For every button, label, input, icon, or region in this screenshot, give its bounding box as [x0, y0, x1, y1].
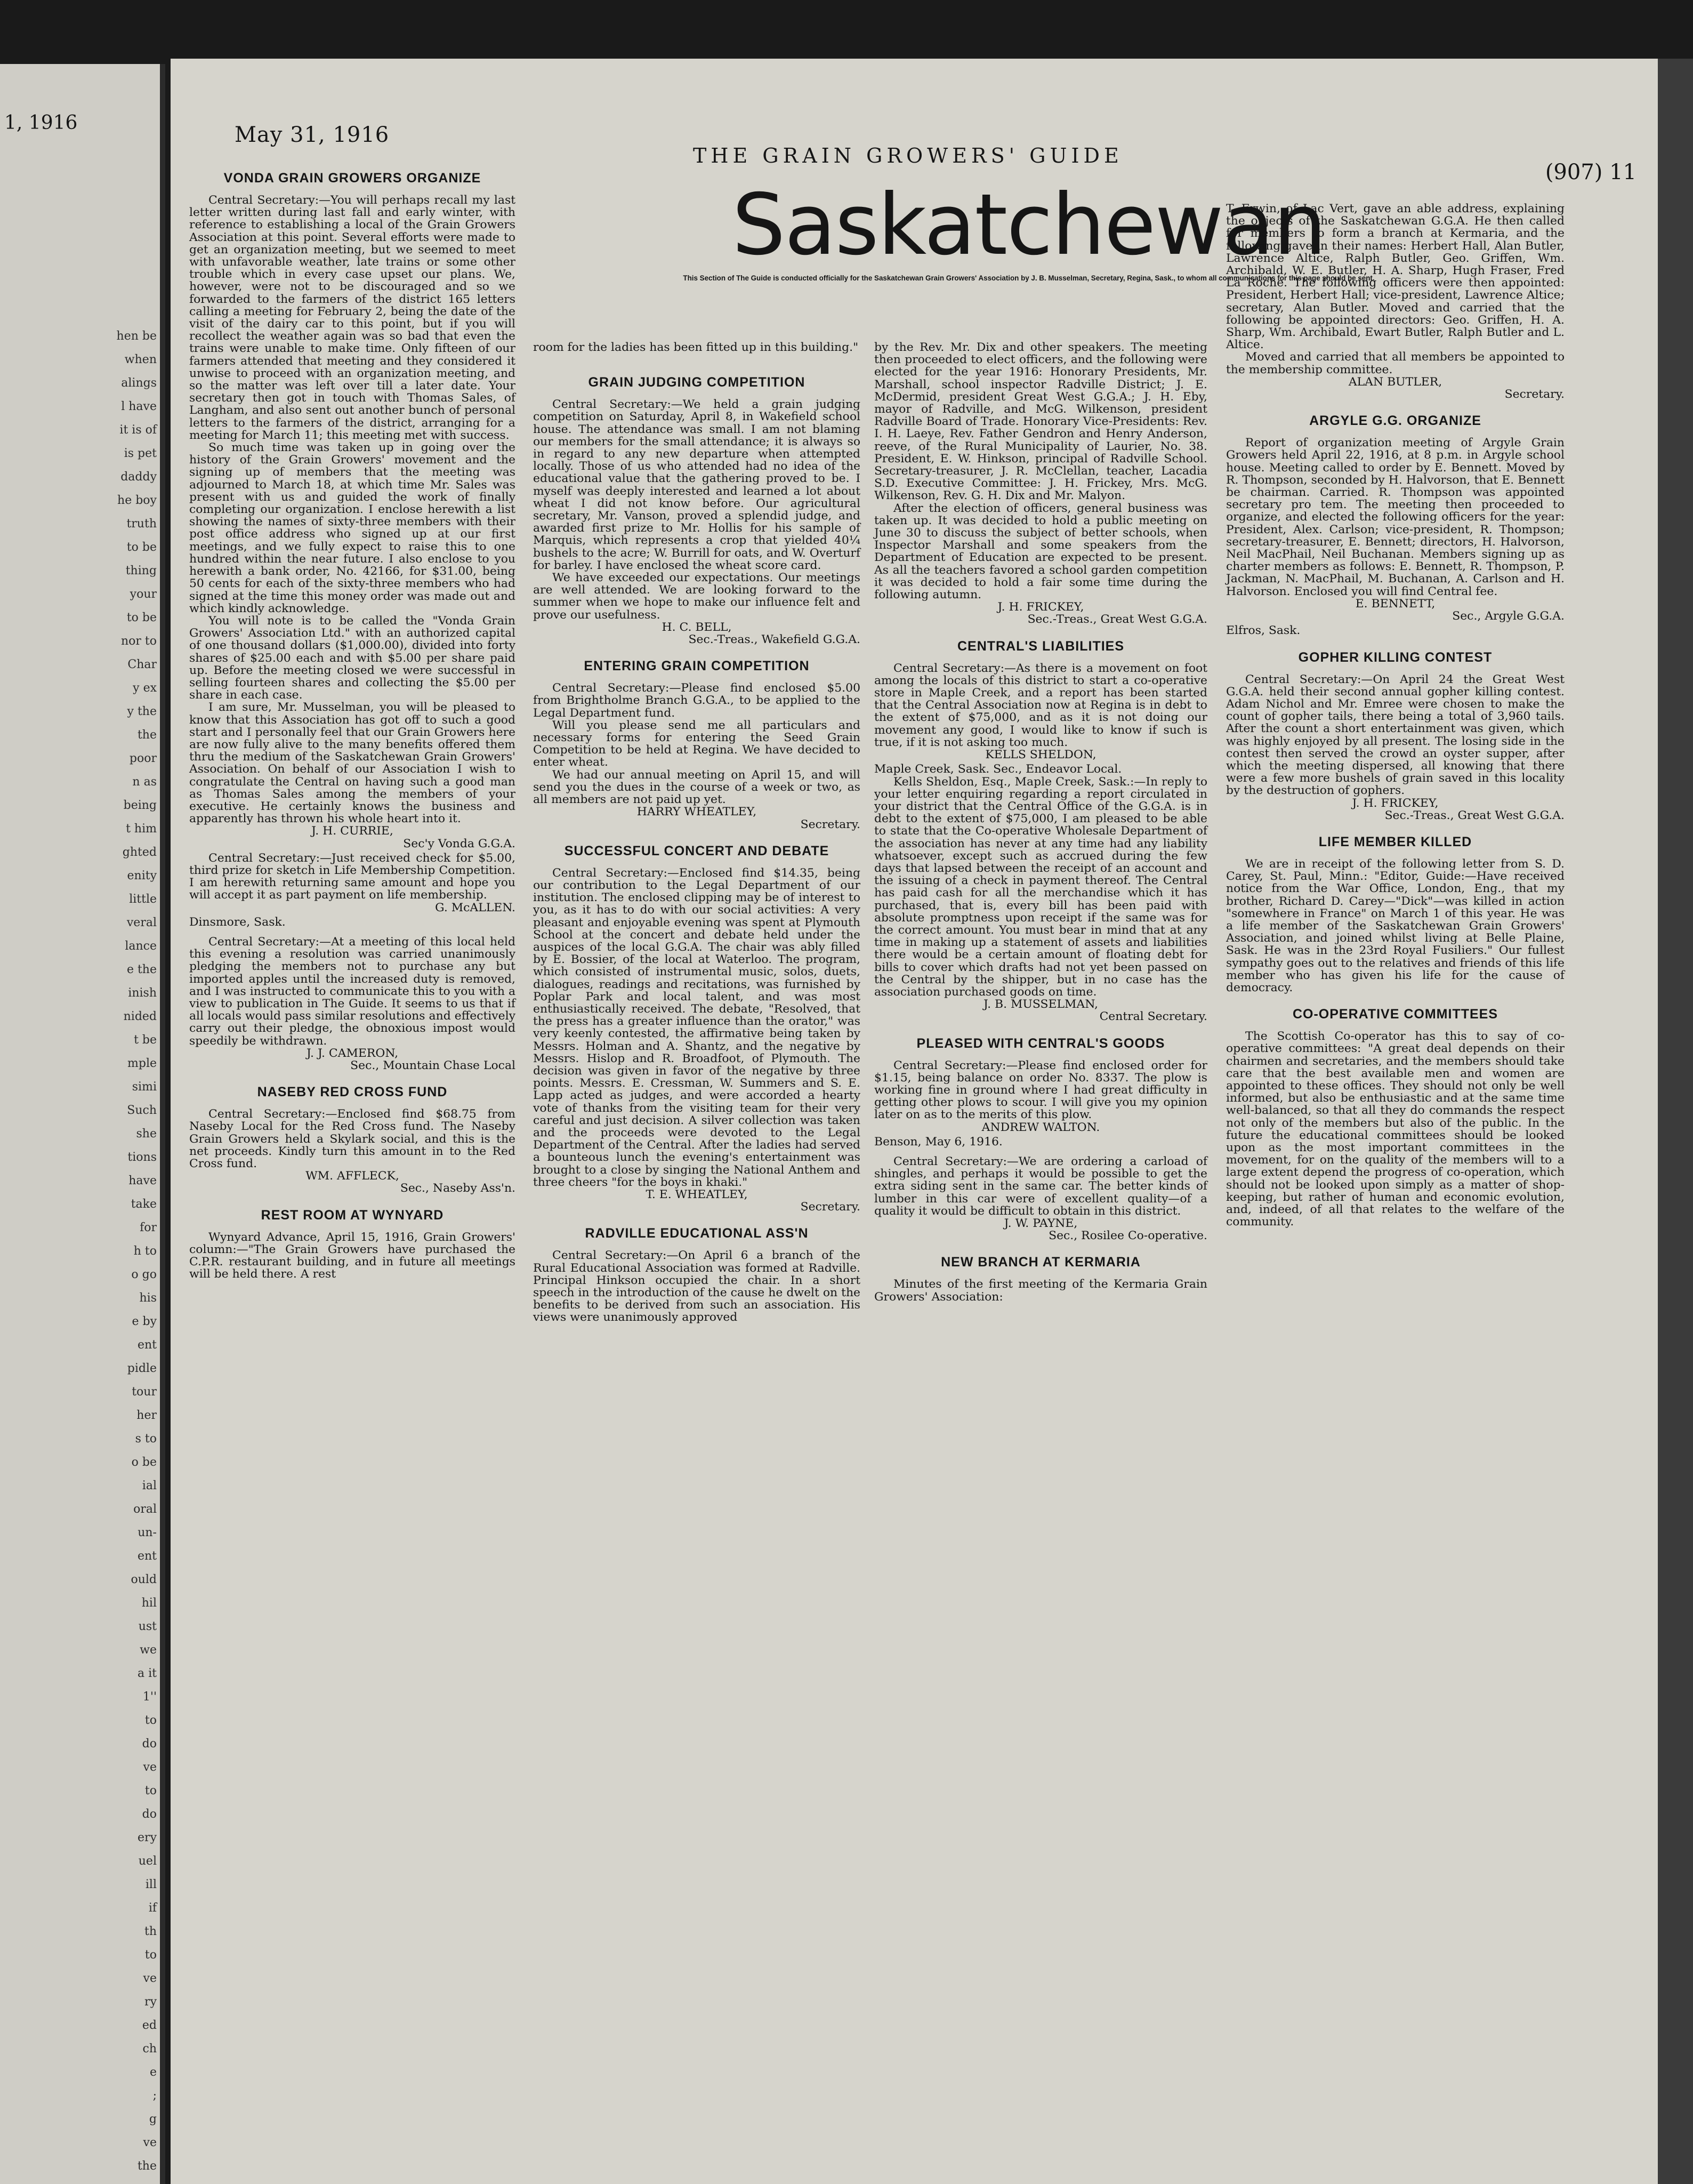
signature-title: Sec.-Treas., Great West G.G.A. [1027, 613, 1207, 627]
signature: T. E. WHEATLEY, [646, 1187, 748, 1201]
paragraph: Central Secretary:—We are ordering a carload of shingles, and perhaps it would be possible to get the extra siding sent in the same car. The better kinds of lumber in this car were of excellent quality—of a quality it would be difficult to obtain in this district. [874, 1154, 1207, 1218]
headline-vonda: VONDA GRAIN GROWERS ORGANIZE [223, 171, 481, 186]
left-page-fragment: her [136, 1409, 157, 1422]
paragraph: After the election of officers, general business was taken up. It was decided to hold a public meeting on June 30 to discuss the subject of better schools, when Inspector Marshall and some speakers from the Department of Education are expected to be present. As all the teachers favored a school garden competition it was decided to hold a fair some time during the following autumn. [874, 501, 1207, 602]
left-page-fragment: inish [128, 986, 157, 1000]
headline-liabilities: CENTRAL'S LIABILITIES [957, 638, 1125, 654]
left-page-fragment: the [137, 2159, 157, 2173]
left-page-fragment: do [142, 1737, 157, 1751]
left-page-fragment: simi [132, 1080, 157, 1094]
left-page-fragment: n as [132, 775, 157, 789]
paragraph: We had our annual meeting on April 15, and will send you the dues in the course of a week or two, as all members are not paid up yet. [533, 768, 860, 807]
left-page-fragment: ghted [122, 846, 157, 859]
paragraph: Central Secretary:—On April 6 a branch of the Rural Educational Association was formed at Radville. Principal Hinkson occupied the chair. In a short speech in the introduction of the cause he dwelt on the benefits to be derived from such an association. His views were unanimously approved [533, 1249, 860, 1324]
signature-title: Sec., Rosilee Co-operative. [1049, 1229, 1207, 1243]
signature-title: Secretary. [800, 817, 860, 831]
left-page-fragment: if [148, 1901, 157, 1915]
headline-gopher: GOPHER KILLING CONTEST [1298, 649, 1493, 665]
place-line: Elfros, Sask. [1226, 624, 1301, 638]
left-page-fragment: veral [126, 916, 157, 929]
paragraph: Kells Sheldon, Esq., Maple Creek, Sask.:—In reply to your letter enquiring regarding a report circulated in your district that the Central Office of the G.G.A. is in debt to the extent of $75,000, I am pleased to be able to state that the Co-operative Wholesale Department of the association has never at any time had any liability whatsoever, except such as accrued during the few days that lapsed between the receipt of an account and the issuing of a check in payment thereof. The Central has paid cash for all the merchandise which it has purchased, that is, every bill has been paid with absolute promptness upon receipt if the same was for the correct amount. You must bear in mind that at any time in making up a statement of assets and liabilities there would be a certain amount of floating debt for bills to cover which drafts had not yet been passed on the Central by the shipper, but in no case has the association purchased goods on time. [874, 775, 1207, 999]
left-page-fragment: thing [125, 564, 157, 577]
left-page-fragment: daddy [120, 470, 157, 484]
left-page-fragment: e [149, 2066, 157, 2079]
left-page-fragment: tions [127, 1151, 157, 1164]
headline-entering-grain: ENTERING GRAIN COMPETITION [584, 659, 810, 674]
left-page-fragment: s to [135, 1432, 157, 1446]
left-page-fragment: hen be [116, 330, 157, 343]
headline-grain-judging: GRAIN JUDGING COMPETITION [588, 375, 805, 390]
left-page-fragment: ent [137, 1549, 157, 1563]
left-page-fragment: to [144, 1714, 157, 1727]
column-2 [533, 341, 860, 1324]
signature: ANDREW WALTON. [981, 1120, 1100, 1134]
signature-title: Sec.-Treas., Wakefield G.G.A. [688, 633, 860, 647]
binding-edge [1658, 59, 1693, 2184]
headline-kermaria: NEW BRANCH AT KERMARIA [941, 1255, 1141, 1270]
left-page-fragment: ve [143, 2136, 157, 2149]
left-page-fragment: ed [142, 2019, 157, 2032]
paragraph: Will you please send me all particulars and necessary forms for entering the Seed Grain Competition to be held at Regina. We have decided to enter wheat. [533, 718, 860, 769]
paragraph: Moved and carried that all members be appointed to the membership committee. [1226, 350, 1565, 376]
signature-title: Sec'y Vonda G.G.A. [403, 837, 515, 850]
left-page-fragment: nor to [120, 635, 157, 648]
paragraph: Central Secretary:—At a meeting of this local held this evening a resolution was carried unanimously pledging the members not to purchase any but imported apples until the increased duty is removed, and I was instructed to communicate this to you with a view to publication in The Guide. It seems to us that if all locals would pass similar resolutions and effectively carry out their pledge, the obnoxious impost would speedily be withdrawn. [189, 935, 515, 1048]
left-page-fragment: nided [123, 1010, 157, 1023]
paragraph: Central Secretary:—We held a grain judging competition on Saturday, April 8, in Wakefield school house. The attendance was small. I am not blaming our members for the small attendance; it is always so in regard to any new departure when attempted locally. Those of us who attended had no idea of the educational value that the gathering proved to be. I myself was deeply interested and learned a lot about wheat I did not know before. Our agricultural secretary, Mr. Vanson, proved a splendid judge, and awarded first prize to Mr. Hollis for his sample of Marquis, which represents a crop that yielded 40¼ bushels to the acre; W. Burrill for oats, and W. Overturf for barley. I have enclosed the wheat score card. [533, 398, 860, 572]
left-page-fragment: she [136, 1127, 157, 1141]
signature: ALAN BUTLER, [1348, 375, 1442, 389]
left-page-fragment: to be [126, 611, 157, 624]
headline-concert-debate: SUCCESSFUL CONCERT AND DEBATE [564, 843, 829, 858]
left-page-fragment: y ex [133, 681, 157, 695]
signature-title: Central Secretary. [1099, 1010, 1207, 1024]
paragraph: Central Secretary:—Enclosed find $68.75 from Naseby Local for the Red Cross fund. The Naseby Grain Growers held a Skylark social, and this is the net proceeds. Kindly turn this amount in to the Red Cross fund. [189, 1107, 515, 1171]
signature-title: Sec., Naseby Ass'n. [400, 1182, 515, 1195]
left-page-fragment: do [142, 1808, 157, 1821]
paragraph: So much time was taken up in going over the history of the Grain Growers' movement and the signing up of members that the meeting was adjourned to March 18, at which time Mr. Sales was present with us and guided the work of finally completing our organization. I enclose herewith a list showing the names of sixty-three members with their post office address who signed up at our first meetings, and we fully expect to raise this to one hundred within the near future. I also enclose to you herewith a bank order, No. 42166, for $31.00, being 50 cents for each of the sixty-three members who had signed at the time this money order was made out and which kindly acknowledge. [189, 441, 515, 615]
left-page-fragment: l have [121, 400, 157, 413]
issue-date: May 31, 1916 [235, 123, 390, 147]
paragraph: You will note is to be called the "Vonda Grain Growers' Association Ltd." with an authorized capital of one thousand dollars ($1,000.00), divided into forty shares of $25.00 each and with $5.00 per share paid up. Before the meeting closed we were successful in selling fourteen shares and collecting the $5.00 per share in each case. [189, 614, 515, 702]
paragraph: Central Secretary:—Enclosed find $14.35, being our contribution to the Legal Department of our institution. The enclosed clipping may be of interest to you, as it has to do with our social activities: A very pleasant and enjoyable evening was spent at Plymouth School at the concert and debate held under the auspices of the local G.G.A. The chair was ably filled by E. Bossier, of the local at Waterloo. The program, which consisted of instrumental music, solos, duets, dialogues, readings and recitations, was furnished by Poplar Park and local talent, and was most enthusiastically received. The debate, "Resolved, that the press has a greater influence than the orator," was very keenly contested, the affirmative being taken by Messrs. Holman and A. Shantz, and the negative by Messrs. Hislop and R. Broadfoot, of Plymouth. The decision was given in favor of the negative by three points. Messrs. E. Cressman, W. Summers and S. E. Lapp acted as judges, and were accorded a hearty vote of thanks from the visiting team for their very careful and just decision. A silver collection was taken and the proceeds were devoted to the Legal Department of the Central. After the ladies had served a bounteous lunch the evening's entertainment was brought to a close by singing the National Anthem and three cheers "for the boys in khaki." [533, 866, 860, 1189]
signature-title: Sec., Mountain Chase Local [350, 1059, 515, 1073]
paragraph: Central Secretary:—You will perhaps recall my last letter written during last fall and early winter, with reference to establishing a local of the Grain Growers Association at this point. Several efforts were made to get an organization meeting, but we seemed to meet with unfavorable weather, late trains or some other trouble which in every case upset our plans. We, however, were not to be discouraged and so we forwarded to the farmers of the district 165 letters calling a meeting for February 2, being the date of the visit of the dairy car to this point, but if you will recollect the weather again was so bad that even the trains were unable to make time. Only fifteen of our farmers attended that meeting and they considered it unwise to proceed with an organization meeting, and so the matter was left over till a later date. Your secretary then got in touch with Thomas Sales, of Langham, and also sent out another bunch of personal letters to the farmers of the district, arranging for a meeting for March 11; this meeting met with success. [189, 194, 515, 442]
signature: HARRY WHEATLEY, [636, 805, 757, 819]
left-page-fragment: the [137, 728, 157, 742]
left-page-fragment: tour [132, 1385, 157, 1399]
column-3 [874, 341, 1207, 1303]
paragraph: Central Secretary:—Just received check for $5.00, third prize for sketch in Life Membership Competition. I am herewith returning same amount and hope you will accept it as part payment on life membership. [189, 851, 515, 902]
signature-title: Secretary. [800, 1200, 860, 1214]
paragraph: Central Secretary:—Please find enclosed $5.00 from Brightholme Branch G.G.A., to be applied to the Legal Department fund. [533, 681, 860, 720]
left-page-fragment: alings [121, 376, 157, 390]
left-page-fragment: being [123, 799, 157, 812]
left-page-fragment: to [144, 1948, 157, 1962]
masthead-note: This Section of The Guide is conducted officially for the Saskatchewan Grain Growers' Association by J. B. Musselman, Secretary, Regina, Sask., to whom all communications for this page should be sent. [683, 274, 1375, 282]
left-page-fragment: o go [131, 1268, 157, 1281]
left-page-fragment: th [144, 1925, 157, 1938]
left-page-fragment: is pet [124, 447, 157, 460]
left-page-fragment: his [139, 1291, 157, 1305]
left-page-fragment: y the [127, 705, 157, 718]
left-page-fragment: ust [138, 1620, 157, 1633]
left-page-fragment: o be [131, 1456, 157, 1469]
paragraph: Minutes of the first meeting of the Kermaria Grain Growers' Association: [874, 1278, 1207, 1304]
left-page-fragment: e the [126, 963, 157, 976]
left-page-fragment: ve [143, 1761, 157, 1774]
headline-argyle: ARGYLE G.G. ORGANIZE [1309, 413, 1481, 429]
left-page-fragment: little [129, 893, 157, 906]
left-page-fragment: for [140, 1221, 157, 1234]
paragraph: Central Secretary:—On April 24 the Great West G.G.A. held their second annual gopher killing contest. Adam Nichol and Mr. Emree were chosen to make the count of gopher tails, there being a total of 3,960 tails. After the count a short entertainment was given, which was highly enjoyed by all present. The losing side in the contest then served the crowd an oyster supper, after which the meeting dispersed, all knowing that there were a few more bushels of grain saved in this locality by the destruction of gophers. [1226, 672, 1565, 798]
left-page-fragment: t be [134, 1033, 157, 1047]
page-number: (907) 11 [1545, 160, 1636, 184]
left-page-fragment: enity [127, 869, 157, 882]
left-page-fragment: 1'' [142, 1690, 157, 1704]
headline-radville: RADVILLE EDUCATIONAL ASS'N [585, 1226, 809, 1241]
signature: WM. AFFLECK, [305, 1169, 399, 1183]
signature: J. W. PAYNE, [1004, 1217, 1078, 1230]
left-page-fragment: ve [143, 1972, 157, 1985]
signature: J. B. MUSSELMAN, [983, 998, 1098, 1011]
signature: J. H. FRICKEY, [1352, 796, 1439, 810]
headline-life-member: LIFE MEMBER KILLED [1318, 834, 1472, 849]
paper-name: THE GRAIN GROWERS' GUIDE [693, 144, 1123, 167]
paragraph: We have exceeded our expectations. Our meetings are well attended. We are looking forward to the summer when we hope to make our influence felt and prove our usefulness. [533, 571, 860, 622]
left-page-fragment: have [128, 1174, 157, 1187]
signature: J. J. CAMERON, [306, 1046, 399, 1060]
left-page-fragment: poor [129, 752, 157, 765]
place-line: Dinsmore, Sask. [189, 915, 286, 929]
left-page-sliver [0, 64, 165, 2184]
signature: J. H. FRICKEY, [997, 600, 1084, 614]
paragraph: We are in receipt of the following letter from S. D. Carey, St. Paul, Minn.: "Editor, Guide:—Have received notice from the War Office, London, Eng., that my brother, Richard D. Carey—"Dick"—was killed in action "somewhere in France" on March 1 of this year. He was a life member of the Saskatchewan Grain Growers' Association, and joined whilst living at Belle Plaine, Sask. He was in the 23rd Royal Fusiliers." Our fullest sympathy goes out to the relatives and friends of this life member who has given his life for the cause of democracy. [1226, 857, 1565, 994]
left-page-fragment: oral [133, 1503, 157, 1516]
left-page-fragment: ch [142, 2042, 157, 2055]
paragraph: room for the ladies has been fitted up in this building." [533, 341, 859, 354]
column-4 [1226, 203, 1565, 1228]
left-page-fragment: truth [126, 517, 157, 531]
signature-title: Secretary. [1504, 388, 1565, 402]
left-page-fragment: h to [133, 1244, 157, 1258]
left-page-fragment: ent [137, 1338, 157, 1352]
left-page-fragment: ould [131, 1573, 157, 1586]
paragraph: The Scottish Co-operator has this to say of co-operative committees: "A great deal depends on their chairmen and secretaries, and the members should take care that the best available men and women are appointed to these offices. They should not only be well informed, but also be enthusiastic and at the same time well-balanced, so that all they do commands the respect not only of the members but also of the public. In the future the educational committees should be looked upon as the most important committees in the movement, for on the quality of the members will to a large extent depend the progress of co-operation, which should not be looked upon simply as a matter of shop-keeping, but rather of human and economic evolution, and, indeed, of all that relates to the welfare of the community. [1226, 1030, 1565, 1229]
left-page-fragment: take [131, 1198, 157, 1211]
headline-naseby: NASEBY RED CROSS FUND [257, 1085, 448, 1100]
left-page-fragment: e by [132, 1315, 157, 1328]
left-page-fragment: your [130, 588, 157, 601]
signature: KELLS SHELDON, [985, 748, 1097, 762]
left-page-fragment: ; [152, 2089, 157, 2102]
headline-pleased: PLEASED WITH CENTRAL'S GOODS [916, 1035, 1165, 1051]
paragraph: Central Secretary:—Please find enclosed order for $1.15, being balance on order No. 8337. The plow is working fine in ground where I had great difficulty in getting other plows to scour. I will give you my opinion later on as to the merits of this plow. [874, 1058, 1207, 1122]
paragraph: by the Rev. Mr. Dix and other speakers. The meeting then proceeded to elect officers, and the following were elected for the year 1916: Honorary Presidents, Mr. Marshall, school inspector Radville District; J. E. McDermid, president Great West G.G.A.; J. H. Eby, mayor of Radville, and McG. Wilkenson, president Radville Board of Trade. Honorary Vice-Presidents: Rev. I. H. Laeye, Rev. Father Gendron and Henry Anderson, reeve, of the Rural Municipality of Laurier, No. 38. President, E. W. Hinkson, principal of Radville School. Secretary-treasurer, J. R. McClellan, teacher, Lacadia S.D. Executive Committee: J. H. Frickey, Mrs. McG. Wilkenson, Rev. G. H. Dix and Mr. Malyon. [874, 341, 1207, 503]
signature: G. McALLEN. [435, 901, 515, 914]
headline-cooperative: CO-OPERATIVE COMMITTEES [1292, 1007, 1498, 1022]
left-page-fragment: when [124, 353, 157, 366]
left-page-fragment: to be [126, 541, 157, 554]
paragraph: Wynyard Advance, April 15, 1916, Grain Growers' column:—"The Grain Growers have purchased the C.P.R. restaurant building, and in future all meetings will be held there. A rest [189, 1230, 515, 1281]
left-page-fragment: Such [127, 1104, 157, 1117]
signature: J. H. CURRIE, [311, 824, 393, 838]
headline-wynyard: REST ROOM AT WYNYARD [261, 1207, 444, 1223]
left-page-fragment: g [149, 2113, 157, 2126]
left-page-fragment: pidle [127, 1362, 157, 1375]
left-page-fragment: ill [145, 1878, 157, 1891]
left-page-fragment: it is of [119, 423, 157, 437]
left-page-fragment: to [144, 1784, 157, 1797]
left-page-fragment: uel [138, 1854, 157, 1868]
place-line: Benson, May 6, 1916. [874, 1135, 1003, 1149]
left-page-header: 1, 1916 [4, 112, 78, 134]
left-page-fragment: ry [144, 1995, 157, 2009]
paragraph: T. Erwin, of Lac Vert, gave an able address, explaining the objects of the Saskatchewan G.G.A. He then called for members to form a branch at Kermaria, and the following gave in their names: Herbert Hall, Alan Butler, Lawrence Altice, Ralph Butler, Geo. Griffen, Wm. Archibald, W. E. Butler, H. A. Sharp, Hugh Fraser, Fred La Roche. The following officers were then appointed: President, Herbert Hall; vice-president, Lawrence Altice; secretary, Alan Butler. Moved and carried that the following be appointed directors: Geo. Griffen, H. A. Sharp, Wm. Archibald, Ewart Butler, Ralph Butler and L. Altice. [1226, 202, 1565, 352]
signature-title: Sec.-Treas., Great West G.G.A. [1384, 808, 1565, 822]
place-line: Maple Creek, Sask. Sec., Endeavor Local. [874, 762, 1122, 776]
left-page-fragment: ial [142, 1479, 157, 1492]
left-page-fragment: ery [138, 1831, 157, 1844]
left-page-fragment: hil [141, 1596, 157, 1610]
signature: E. BENNETT, [1355, 597, 1436, 611]
newspaper-page [171, 59, 1658, 2184]
paragraph: Report of organization meeting of Argyle Grain Growers held April 22, 1916, at 8 p.m. in Argyle school house. Meeting called to order by E. Bennett. Moved by R. Thompson, seconded by H. Halvorson, that E. Bennett be chairman. Carried. R. Thompson was appointed secretary pro tem. The meeting then proceeded to organize, and elected the following officers for the year: President, Alex. Carlson; vice-president, R. Thompson; secretary-treasurer, E. Bennett; directors, H. Halvorson, Neil MacPhail, Neil Buchanan. Members signing up as charter members as follows: E. Bennett, R. Thompson, P. Jackman, N. MacPhail, M. Buchanan, A. Carlson and H. Halvorson. Enclosed you will find Central fee. [1226, 436, 1565, 598]
paragraph: Central Secretary:—As there is a movement on foot among the locals of this district to start a co-operative store in Maple Creek, and a report has been started that the Central Association now at Regina is in debt to the extent of $75,000, and as it is not doing our movement any good, I would like to know if such is true, if it is not asking too much. [874, 661, 1207, 749]
signature-title: Sec., Argyle G.G.A. [1452, 609, 1565, 623]
signature: H. C. BELL, [662, 620, 732, 634]
left-page-fragment: Char [127, 658, 157, 671]
left-page-fragment: lance [125, 940, 157, 953]
left-page-fragment: t him [126, 822, 157, 836]
left-page-fragment: we [140, 1643, 157, 1657]
left-page-fragment: mple [127, 1057, 157, 1070]
left-page-fragment: un- [138, 1526, 157, 1539]
left-page-fragment: a it [138, 1667, 157, 1680]
masthead-title: Saskatchewan [732, 176, 1326, 274]
paragraph: I am sure, Mr. Musselman, you will be pleased to know that this Association has got off to such a good start and I personally feel that our Grain Growers here are now fully alive to the many benefits offered them thru the medium of the Saskatchewan Grain Growers' Association. On behalf of our Association I wish to congratulate the Central on having such a good man as Thomas Sales among the members of your executive. He certainly knows the business and apparently has thrown his whole heart into it. [189, 701, 515, 826]
left-page-fragment: he boy [117, 494, 157, 507]
column-1 [189, 171, 515, 1280]
